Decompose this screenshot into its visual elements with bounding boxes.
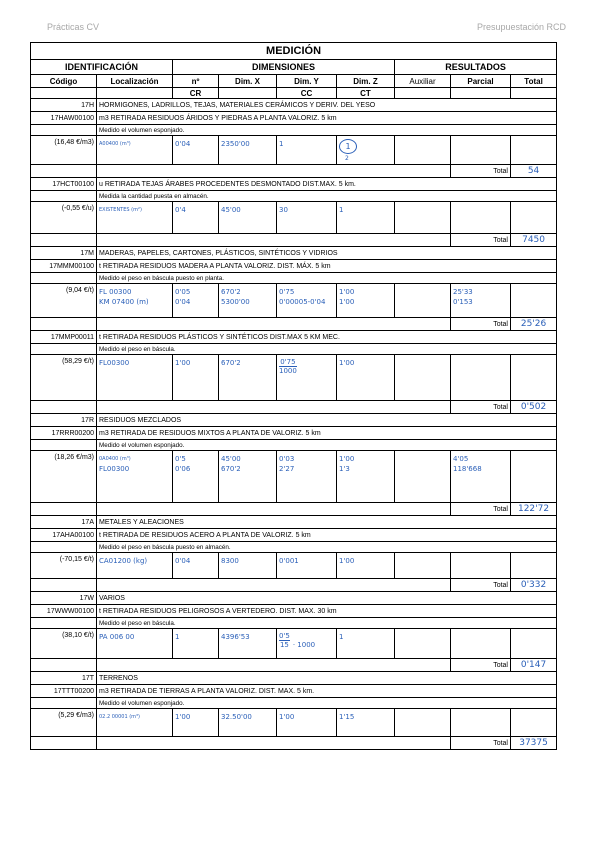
total-value: 54: [511, 165, 557, 178]
total-value: 37375: [511, 737, 557, 750]
handwritten-value: 0'5: [175, 455, 186, 463]
dimz-cell: [337, 136, 395, 165]
dimx-cell: [219, 355, 277, 401]
unit-price: (-0,55 €/u): [31, 202, 97, 234]
n-cell: [173, 284, 219, 318]
fraction: [279, 632, 290, 649]
item-description: Medido el volumen esponjado.: [97, 698, 557, 709]
measurement-row: [31, 709, 557, 737]
measurement-row: [31, 284, 557, 318]
total-label: Total: [451, 401, 511, 414]
total-label: Total: [451, 579, 511, 592]
handwritten-value: 0'04: [175, 557, 191, 565]
localizacion-cell: [97, 451, 173, 503]
item-row: [31, 529, 557, 542]
total-label: Total: [451, 659, 511, 672]
circled-value: 1: [339, 139, 357, 154]
item-description: Medido el peso en báscula.: [97, 344, 557, 355]
handwritten-value: EXISTENTES (m²): [99, 207, 142, 213]
handwritten-value: 0'75: [279, 288, 295, 296]
localizacion-cell: [97, 629, 173, 659]
parcial-cell: [451, 284, 511, 318]
group-dimensiones: DIMENSIONES: [173, 60, 395, 75]
auxiliar-cell: [395, 284, 451, 318]
col-dimy: Dim. Y: [277, 75, 337, 88]
handwritten-value: 118'668: [453, 465, 482, 473]
handwritten-value: 670'2: [221, 288, 241, 296]
localizacion-cell: [97, 355, 173, 401]
measurement-row: [31, 202, 557, 234]
handwritten-value: 0'00005-0'04: [279, 298, 326, 306]
item-code: 17TTT00200: [31, 685, 97, 698]
group-resultados: RESULTADOS: [395, 60, 557, 75]
total-empty-cell: [511, 355, 557, 401]
dimy-cell: [277, 136, 337, 165]
handwritten-value: KM 07400 (m): [99, 298, 149, 306]
header-left: Prácticas CV: [47, 22, 100, 32]
item-title: t RETIRADA RESIDUOS MADERA A PLANTA VALORIZ. DIST. MÁX. 5 km: [97, 260, 557, 273]
item-title: m3 RETIRADA DE RESIDUOS MIXTOS A PLANTA DE VALORIZ. 5 km: [97, 427, 557, 440]
unit-price: (-70,15 €/t): [31, 553, 97, 579]
handwritten-value: 1'00: [175, 713, 191, 721]
dimy-cell: [277, 202, 337, 234]
dimy-cell: [277, 553, 337, 579]
n-cell: [173, 629, 219, 659]
fraction-numerator: 0'5: [279, 632, 290, 640]
handwritten-value: 2350'00: [221, 140, 250, 148]
medicion-table: [30, 42, 557, 750]
total-label: Total: [451, 165, 511, 178]
section-row: [31, 414, 557, 427]
section-row: [31, 99, 557, 112]
dimz-cell: [337, 629, 395, 659]
handwritten-value: 5300'00: [221, 298, 250, 306]
item-row: [31, 260, 557, 273]
handwritten-value: 0'06: [175, 465, 191, 473]
handwritten-value: 25'33: [453, 288, 473, 296]
col-dimx: Dim. X: [219, 75, 277, 88]
auxiliar-cell: [395, 136, 451, 165]
total-empty-cell: [511, 136, 557, 165]
measurement-row: [31, 136, 557, 165]
localizacion-cell: [97, 553, 173, 579]
section-code: 17W: [31, 592, 97, 605]
fraction-numerator: 0'75: [280, 358, 296, 366]
total-row: [31, 165, 557, 178]
parcial-cell: [451, 136, 511, 165]
handwritten-value: 1'15: [339, 713, 355, 721]
parcial-cell: [451, 709, 511, 737]
item-description: Medido el peso en báscula puesto en planta.: [97, 273, 557, 284]
total-empty-cell: [511, 629, 557, 659]
handwritten-value: 2'27: [279, 465, 295, 473]
handwritten-value: 02.2 00001 (m³): [99, 714, 140, 720]
section-row: [31, 516, 557, 529]
measurement-row: [31, 629, 557, 659]
total-value: 25'26: [511, 318, 557, 331]
item-title: u RETIRADA TEJAS ÁRABES PROCEDENTES DESMONTADO DIST.MAX. 5 km.: [97, 178, 557, 191]
n-cell: [173, 451, 219, 503]
dimx-cell: [219, 202, 277, 234]
handwritten-value: 1'00: [339, 359, 355, 367]
auxiliar-cell: [395, 202, 451, 234]
dimy-cell: [277, 629, 337, 659]
total-empty-cell: [511, 553, 557, 579]
handwritten-value: 1'00: [339, 298, 355, 306]
item-code: 17HAW00100: [31, 112, 97, 125]
n-cell: [173, 553, 219, 579]
item-description: Medido el peso en báscula.: [97, 618, 557, 629]
sub-dimy: CC: [277, 88, 337, 99]
unit-price: (9,04 €/t): [31, 284, 97, 318]
handwritten-value: 0'05: [175, 288, 191, 296]
section-code: 17M: [31, 247, 97, 260]
measurement-row: [31, 553, 557, 579]
total-value: 0'332: [511, 579, 557, 592]
col-n: nº: [173, 75, 219, 88]
item-title: m3 RETIRADA DE TIERRAS A PLANTA VALORIZ. DIST. MAX. 5 km.: [97, 685, 557, 698]
handwritten-value: 0'001: [279, 557, 299, 565]
unit-price: (58,29 €/t): [31, 355, 97, 401]
n-cell: [173, 202, 219, 234]
total-value: 122'72: [511, 503, 557, 516]
total-label: Total: [451, 234, 511, 247]
section-row: [31, 592, 557, 605]
total-value: 7450: [511, 234, 557, 247]
section-title: TERRENOS: [97, 672, 557, 685]
total-row: [31, 659, 557, 672]
section-title: METALES Y ALEACIONES: [97, 516, 557, 529]
item-row: [31, 605, 557, 618]
unit-price: (5,29 €/m3): [31, 709, 97, 737]
parcial-cell: [451, 553, 511, 579]
handwritten-value: 1: [339, 206, 344, 214]
handwritten-value: 1'00: [279, 713, 295, 721]
col-total: Total: [511, 75, 557, 88]
dimx-cell: [219, 629, 277, 659]
total-row: [31, 401, 557, 414]
handwritten-value: 0'03: [279, 455, 295, 463]
fraction-denominator: 1000: [279, 367, 297, 375]
total-row: [31, 737, 557, 750]
item-title: t RETIRADA RESIDUOS PLÁSTICOS Y SINTÉTICOS DIST.MAX 5 KM MEC.: [97, 331, 557, 344]
parcial-cell: [451, 451, 511, 503]
total-row: [31, 234, 557, 247]
handwritten-value: 1: [279, 140, 284, 148]
handwritten-value: 1'00: [339, 557, 355, 565]
handwritten-value: 0'04: [175, 140, 191, 148]
dimz-cell: [337, 451, 395, 503]
section-row: [31, 247, 557, 260]
measurement-row: [31, 355, 557, 401]
parcial-cell: [451, 355, 511, 401]
unit-price: (38,10 €/t): [31, 629, 97, 659]
dimz-cell: [337, 709, 395, 737]
measurement-row: [31, 451, 557, 503]
auxiliar-cell: [395, 629, 451, 659]
fraction-suffix: · 1000: [292, 641, 316, 649]
item-code: 17WWW00100: [31, 605, 97, 618]
total-value: 0'147: [511, 659, 557, 672]
sub-n: CR: [173, 88, 219, 99]
dimx-cell: [219, 553, 277, 579]
section-title: VARIOS: [97, 592, 557, 605]
total-empty-cell: [511, 202, 557, 234]
dimx-cell: [219, 709, 277, 737]
item-code: 17HCT00100: [31, 178, 97, 191]
localizacion-cell: [97, 136, 173, 165]
auxiliar-cell: [395, 355, 451, 401]
dimx-cell: [219, 284, 277, 318]
item-description: Medido el peso en báscula puesto en almacén.: [97, 542, 557, 553]
item-title: t RETIRADA DE RESIDUOS ACERO A PLANTA DE VALORIZ. 5 km: [97, 529, 557, 542]
dimx-cell: [219, 451, 277, 503]
section-code: 17H: [31, 99, 97, 112]
handwritten-value: 670'2: [221, 359, 241, 367]
item-description: Medido el volumen esponjado.: [97, 125, 557, 136]
col-auxiliar: Auxiliar: [395, 75, 451, 88]
group-identificacion: IDENTIFICACIÓN: [31, 60, 173, 75]
n-cell: [173, 136, 219, 165]
item-description: Medida la cantidad puesta en almacén.: [97, 191, 557, 202]
handwritten-value: FL00300: [99, 359, 130, 367]
note-value: 2: [345, 155, 349, 162]
fraction-denominator: 15: [279, 641, 289, 649]
handwritten-value: FL 00300: [99, 288, 132, 296]
section-row: [31, 672, 557, 685]
handwritten-value: 1: [175, 633, 180, 641]
col-localizacion: Localización: [97, 75, 173, 88]
handwritten-value: FL00300: [99, 465, 130, 473]
handwritten-value: 0'04: [175, 298, 191, 306]
handwritten-value: 4396'53: [221, 633, 250, 641]
handwritten-value: 670'2: [221, 465, 241, 473]
header-right: Presupuestación RCD: [476, 22, 566, 32]
n-cell: [173, 709, 219, 737]
section-code: 17A: [31, 516, 97, 529]
dimz-cell: [337, 355, 395, 401]
handwritten-value: 1'00: [175, 359, 191, 367]
item-row: [31, 685, 557, 698]
total-label: Total: [451, 737, 511, 750]
total-row: [31, 318, 557, 331]
auxiliar-cell: [395, 451, 451, 503]
dimz-cell: [337, 553, 395, 579]
item-row: [31, 178, 557, 191]
handwritten-value: 0A0400 (m³): [99, 456, 131, 462]
auxiliar-cell: [395, 553, 451, 579]
item-title: m3 RETIRADA RESIDUOS ÁRIDOS Y PIEDRAS A PLANTA VALORIZ. 5 km: [97, 112, 557, 125]
col-dimz: Dim. Z: [337, 75, 395, 88]
localizacion-cell: [97, 709, 173, 737]
handwritten-value: 45'00: [221, 206, 241, 214]
dimz-cell: [337, 202, 395, 234]
dimy-cell: [277, 284, 337, 318]
handwritten-value: PA 006 00: [99, 633, 135, 641]
dimy-cell: [277, 451, 337, 503]
auxiliar-cell: [395, 709, 451, 737]
sub-dimz: CT: [337, 88, 395, 99]
item-title: t RETIRADA RESIDUOS PELIGROSOS A VERTEDERO. DIST. MAX. 30 km: [97, 605, 557, 618]
total-empty-cell: [511, 451, 557, 503]
dimy-cell: [277, 355, 337, 401]
dimz-cell: [337, 284, 395, 318]
section-title: MADERAS, PAPELES, CARTONES, PLÁSTICOS, SINTÉTICOS Y VIDRIOS: [97, 247, 557, 260]
item-description: Medido el volumen esponjado.: [97, 440, 557, 451]
item-code: 17AHA00100: [31, 529, 97, 542]
handwritten-value: 0'153: [453, 298, 473, 306]
section-code: 17R: [31, 414, 97, 427]
total-row: [31, 579, 557, 592]
unit-price: (16,48 €/m3): [31, 136, 97, 165]
parcial-cell: [451, 202, 511, 234]
item-row: [31, 427, 557, 440]
handwritten-value: 30: [279, 206, 288, 214]
handwritten-value: 1'00: [339, 288, 355, 296]
localizacion-cell: [97, 202, 173, 234]
total-empty-cell: [511, 709, 557, 737]
handwritten-value: 1'00: [339, 455, 355, 463]
handwritten-value: 45'00: [221, 455, 241, 463]
handwritten-value: 32.50'00: [221, 713, 252, 721]
handwritten-value: 1: [339, 633, 344, 641]
total-row: [31, 503, 557, 516]
total-empty-cell: [511, 284, 557, 318]
table-title: MEDICIÓN: [31, 43, 557, 60]
section-code: 17T: [31, 672, 97, 685]
total-label: Total: [451, 503, 511, 516]
handwritten-value: 1'3: [339, 465, 350, 473]
localizacion-cell: [97, 284, 173, 318]
fraction: [279, 358, 297, 375]
handwritten-value: 0'4: [175, 206, 186, 214]
unit-price: (18,26 €/m3): [31, 451, 97, 503]
section-title: RESIDUOS MEZCLADOS: [97, 414, 557, 427]
total-label: Total: [451, 318, 511, 331]
item-row: [31, 331, 557, 344]
item-code: 17MMP00011: [31, 331, 97, 344]
handwritten-value: 8300: [221, 557, 239, 565]
dimy-cell: [277, 709, 337, 737]
item-row: [31, 112, 557, 125]
handwritten-value: 4'05: [453, 455, 469, 463]
item-code: 17RRR00200: [31, 427, 97, 440]
handwritten-value: CA01200 (kg): [99, 557, 148, 565]
n-cell: [173, 355, 219, 401]
item-code: 17MMM00100: [31, 260, 97, 273]
handwritten-value: A00400 (m³): [99, 141, 131, 147]
section-title: HORMIGONES, LADRILLOS, TEJAS, MATERIALES CERÁMICOS Y DERIV. DEL YESO: [97, 99, 557, 112]
col-parcial: Parcial: [451, 75, 511, 88]
col-codigo: Código: [31, 75, 97, 88]
dimx-cell: [219, 136, 277, 165]
parcial-cell: [451, 629, 511, 659]
total-value: 0'502: [511, 401, 557, 414]
